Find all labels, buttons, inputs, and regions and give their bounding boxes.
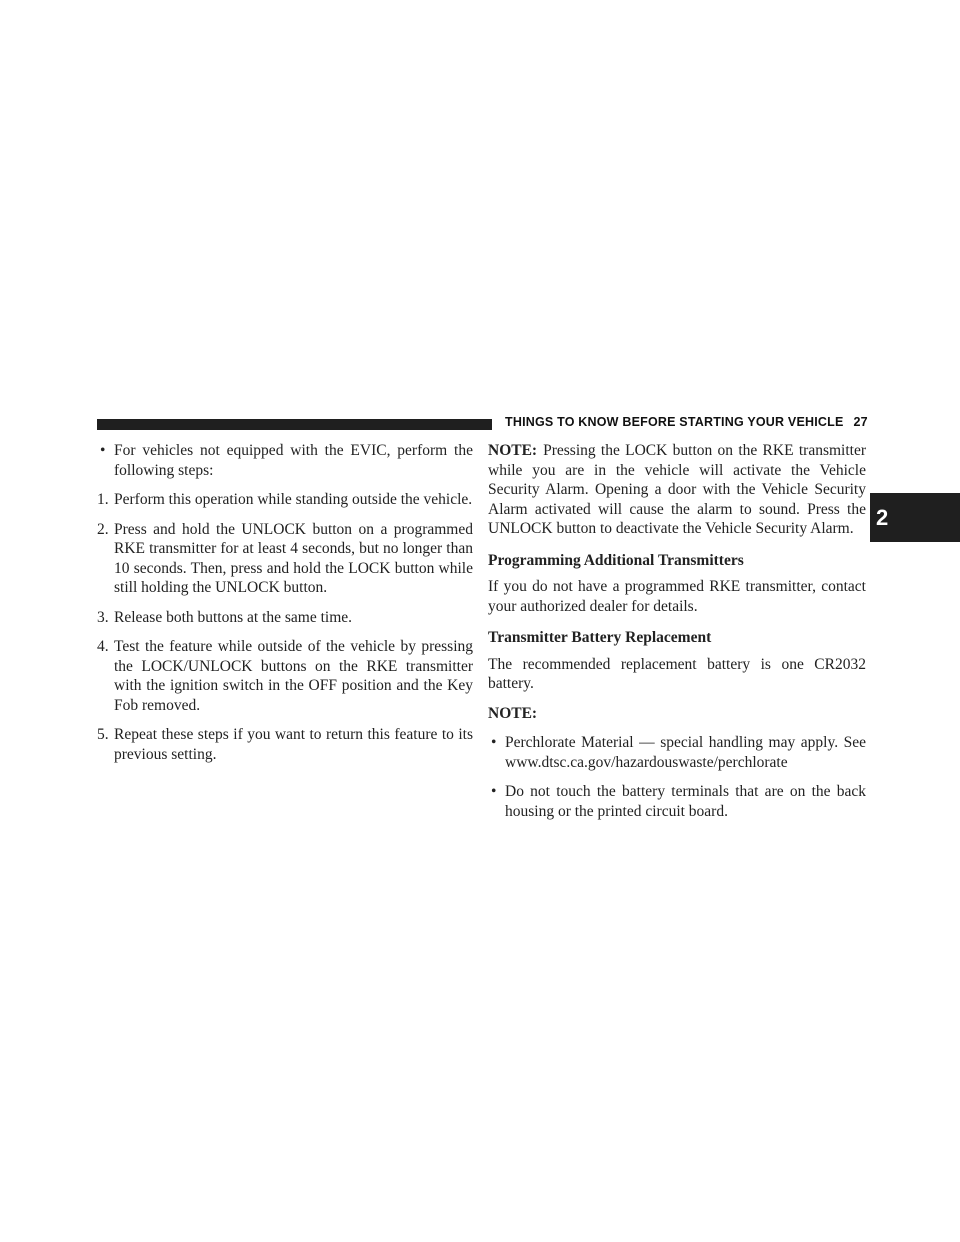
running-header	[505, 415, 868, 429]
step-item	[97, 608, 473, 628]
step-text: Repeat these steps if you want to return this feature to its previous setting.	[114, 726, 473, 763]
left-column	[97, 441, 473, 774]
step-number: 3.	[97, 608, 109, 626]
bullet-text: For vehicles not equipped with the EVIC, perform the following steps:	[114, 442, 473, 479]
step-item	[97, 637, 473, 715]
chapter-number: 2	[876, 504, 889, 530]
step-item	[97, 725, 473, 764]
bullet-text: Do not touch the battery terminals that are on the back housing or the printed circuit board.	[505, 783, 866, 820]
step-number: 5.	[97, 726, 109, 743]
note-label: NOTE:	[488, 442, 538, 459]
list-item	[488, 782, 866, 821]
note-text: Pressing the LOCK button on the RKE transmitter while you are in the vehicle will activate the Vehicle Security Alarm. Opening a door with the Vehicle Security Alarm activated will cause the alarm to sound. Press the UNLOCK button to deactivate the Vehicle Security Alarm.	[488, 442, 866, 537]
bullet-text: Perchlorate Material — special handling may apply. See www.dtsc.ca.gov/hazardouswaste/perchlorate	[505, 734, 866, 771]
note-label: NOTE:	[488, 704, 538, 722]
bullet-marker: •	[491, 783, 497, 800]
section-heading: Transmitter Battery Replacement	[488, 629, 712, 646]
step-item	[97, 490, 473, 510]
step-text: Press and hold the UNLOCK button on a programmed RKE transmitter for at least 4 seconds, but no longer than 10 seconds. Then, press and hold the LOCK button while still holding the UNLOCK button.	[114, 520, 473, 596]
list-item	[488, 733, 866, 772]
bullet-marker: •	[100, 442, 106, 459]
body-paragraph: If you do not have a programmed RKE transmitter, contact your authorized dealer for details.	[488, 578, 866, 615]
header-rule	[97, 419, 492, 430]
section-heading: Programming Additional Transmitters	[488, 551, 744, 569]
step-item	[97, 520, 473, 598]
bullet-marker: •	[491, 734, 497, 751]
chapter-tab	[870, 493, 960, 542]
page-number: 27	[853, 415, 868, 429]
step-text: Perform this operation while standing outside the vehicle.	[114, 491, 473, 508]
note-paragraph	[488, 441, 866, 539]
right-column	[488, 441, 866, 831]
list-item	[97, 441, 473, 480]
step-number: 1.	[97, 491, 109, 508]
body-paragraph: The recommended replacement battery is one CR2032 battery.	[488, 655, 866, 692]
step-number: 2.	[97, 520, 109, 538]
step-text: Release both buttons at the same time.	[114, 608, 353, 626]
step-text: Test the feature while outside of the vehicle by pressing the LOCK/UNLOCK buttons on the RKE transmitter with the ignition switch in the OFF position and the Key Fob removed.	[114, 638, 473, 714]
section-title: THINGS TO KNOW BEFORE STARTING YOUR VEHICLE	[505, 415, 844, 429]
step-number: 4.	[97, 638, 109, 655]
